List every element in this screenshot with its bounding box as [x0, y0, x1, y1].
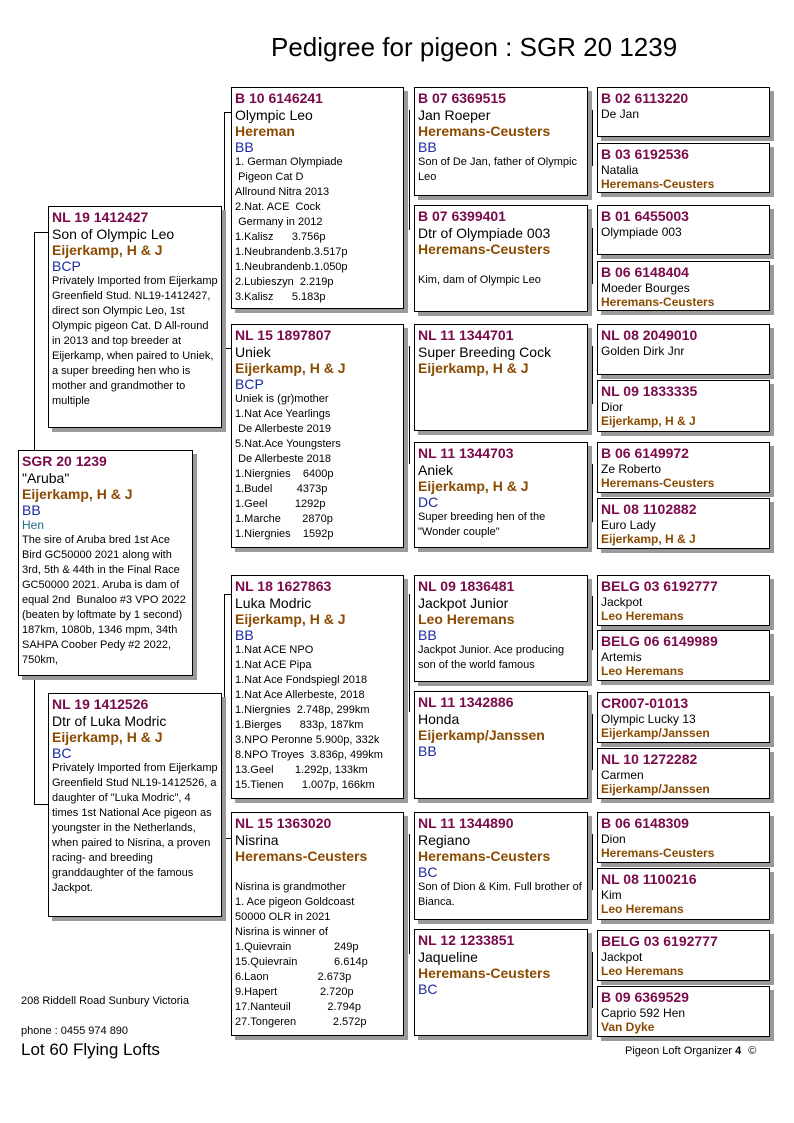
ring-number: BELG 03 6192777: [601, 933, 718, 949]
great-grandparent-card[interactable]: [414, 691, 588, 799]
breeder: Eijerkamp, H & J: [235, 360, 346, 376]
grandparent-card[interactable]: [231, 87, 404, 309]
ancestor-card[interactable]: [597, 692, 770, 743]
great-grandparent-card[interactable]: [414, 812, 588, 920]
info-text: Privately Imported from Eijerkamp Greenfield Stud NL19-1412526, a daughter of "Luka Modric", 4 times 1st National Ace pigeon as youngster in the Netherlands, when paired to Nisrina, a proven racing- and breeding granddaughter of the famous Jackpot.: [52, 762, 221, 894]
connector-line: [592, 464, 593, 522]
pigeon-name: Dtr of Luka Modric: [52, 713, 167, 729]
ring-number: B 06 6148309: [601, 815, 689, 831]
ancestor-card[interactable]: [597, 442, 770, 493]
ancestor-card[interactable]: [597, 324, 770, 375]
connector-line: [409, 346, 410, 464]
color: BB: [418, 627, 437, 643]
pigeon-name: Moeder Bourges: [601, 281, 690, 295]
info-text: Nisrina is grandmother 1. Ace pigeon Goldcoast 50000 OLR in 2021 Nisrina is winner of 1.Quievrain 249p 15.Quievrain 6.614p 6.Laon 2.673p 9.Hapert 2.720p 17.Nanteuil 2.794p 27.Tongeren 2.572p: [235, 881, 368, 1028]
ancestor-card[interactable]: [597, 986, 770, 1037]
dam-card[interactable]: [48, 693, 222, 917]
ring-number: NL 08 2049010: [601, 327, 698, 343]
ancestor-card[interactable]: [597, 868, 770, 920]
pigeon-name: Super Breeding Cock: [418, 344, 552, 360]
breeder: Heremans-Ceusters: [418, 123, 551, 139]
breeder: Eijerkamp, H & J: [235, 611, 346, 627]
software-version: 4: [735, 1045, 742, 1057]
ancestor-card[interactable]: [597, 87, 770, 137]
ring-number: NL 15 1363020: [235, 815, 332, 831]
connector-line: [409, 110, 410, 230]
ancestor-card[interactable]: [597, 380, 770, 432]
info-text: Privately Imported from Eijerkamp Greenfield Stud. NL19-1412427, direct son Olympic Leo, 1st Olympic pigeon Cat. D All-round in 2013 and top breeder at Eijerkamp, when paired to Uniek, a super breeding hen who is mother and grandmother to multiple: [52, 275, 221, 407]
page-title: Pedigree for pigeon : SGR 20 1239: [271, 32, 678, 62]
info-text: Uniek is (gr)mother 1.Nat Ace Yearlings De Allerbeste 2019 5.Nat.Ace Youngsters De Allerbeste 2018 1.Niergnies 6400p 1.Budel 4373p 1.Geel 1292p 1.Marche 2870p 1.Niergnies 1592p: [235, 393, 341, 540]
breeder: Heremans-Ceusters: [601, 846, 715, 860]
pigeon-name: Natalia: [601, 163, 639, 177]
copyright-symbol: ©: [748, 1045, 757, 1057]
breeder: Leo Heremans: [418, 611, 515, 627]
breeder: Eijerkamp, H & J: [601, 414, 696, 428]
ring-number: NL 09 1833335: [601, 383, 698, 399]
connector-line: [592, 346, 593, 404]
ring-number: NL 11 1344703: [418, 445, 514, 461]
grandparent-card[interactable]: [231, 812, 404, 1036]
connector-line: [224, 112, 231, 113]
pigeon-name: Dtr of Olympiade 003: [418, 225, 551, 241]
ring-number: NL 12 1233851: [418, 932, 515, 948]
ancestor-card[interactable]: [597, 261, 770, 311]
ancestor-card[interactable]: [597, 812, 770, 863]
color: BB: [418, 743, 437, 759]
ancestor-card[interactable]: [597, 630, 770, 681]
ancestor-card[interactable]: [597, 498, 770, 549]
ring-number: NL 11 1342886: [418, 694, 514, 710]
color: BB: [235, 139, 254, 155]
connector-line: [409, 834, 410, 954]
ring-number: NL 08 1100216: [601, 871, 697, 887]
breeder: Leo Heremans: [601, 902, 684, 916]
breeder: Heremans-Ceusters: [601, 177, 715, 191]
great-grandparent-card[interactable]: [414, 575, 588, 682]
ring-number: B 06 6149972: [601, 445, 689, 461]
ring-number: B 02 6113220: [601, 90, 689, 106]
ring-number: NL 10 1272282: [601, 751, 698, 767]
color: DC: [418, 494, 439, 510]
breeder: Heremans-Ceusters: [601, 476, 715, 490]
ring-number: NL 15 1897807: [235, 327, 332, 343]
breeder: Heremans-Ceusters: [418, 848, 551, 864]
connector-line: [592, 952, 593, 1008]
grandparent-card[interactable]: [231, 324, 404, 548]
pigeon-name: Kim: [601, 888, 622, 902]
breeder: Eijerkamp/Janssen: [601, 782, 710, 796]
breeder: Heremans-Ceusters: [601, 295, 715, 309]
pigeon-name: Carmen: [601, 768, 644, 782]
ancestor-card[interactable]: [597, 575, 770, 626]
connector-line: [592, 714, 593, 770]
breeder: Eijerkamp, H & J: [601, 532, 696, 546]
ancestor-card[interactable]: [597, 930, 770, 981]
info-text: Son of Dion & Kim. Full brother of Bianca.: [418, 881, 585, 908]
software-credit: [625, 1045, 756, 1057]
breeder: Eijerkamp, H & J: [418, 478, 529, 494]
breeder: Eijerkamp, H & J: [22, 486, 133, 502]
ring-number: NL 11 1344701: [418, 327, 514, 343]
pigeon-name: Ze Roberto: [601, 462, 662, 476]
breeder: Heremans-Ceusters: [418, 241, 551, 257]
ring-number: NL 08 1102882: [601, 501, 697, 517]
color: BCP: [235, 376, 264, 392]
color: BC: [418, 864, 438, 880]
pigeon-name: Olympic Lucky 13: [601, 712, 696, 726]
connector-line: [592, 110, 593, 166]
ring-number: NL 09 1836481: [418, 578, 515, 594]
pigeon-name: Regiano: [418, 832, 471, 848]
ring-number: SGR 20 1239: [22, 453, 107, 469]
breeder: Eijerkamp, H & J: [52, 242, 163, 258]
breeder: Eijerkamp/Janssen: [418, 727, 545, 743]
pigeon-name: Euro Lady: [601, 518, 656, 532]
color: [235, 864, 400, 880]
pigeon-name: Luka Modric: [235, 595, 312, 611]
ancestor-card[interactable]: [597, 205, 770, 255]
breeder: Leo Heremans: [601, 964, 684, 978]
great-grandparent-card[interactable]: [414, 929, 588, 1036]
pigeon-name: Son of Olympic Leo: [52, 226, 175, 242]
connector-line: [224, 594, 225, 838]
breeder: Eijerkamp/Janssen: [601, 726, 710, 740]
breeder: Heremans-Ceusters: [235, 848, 368, 864]
color: [418, 257, 584, 273]
ring-number: BELG 03 6192777: [601, 578, 718, 594]
great-grandparent-card[interactable]: [414, 442, 588, 548]
sire-card[interactable]: [48, 206, 222, 428]
loft-address: 208 Riddell Road Sunbury Victoria: [21, 995, 189, 1007]
pigeon-name: Golden Dirk Jnr: [601, 344, 685, 358]
pigeon-name: Jackpot: [601, 950, 643, 964]
info-text: Jackpot Junior. Ace producing son of the world famous: [418, 644, 568, 671]
ancestor-card[interactable]: [597, 143, 770, 193]
subject-pigeon-card[interactable]: [18, 450, 193, 676]
pigeon-name: Jackpot Junior: [418, 595, 509, 611]
software-name: Pigeon Loft Organizer: [625, 1045, 733, 1057]
info-text: 1.Nat ACE NPO 1.Nat ACE Pipa 1.Nat Ace Fondspiegl 2018 1.Nat Ace Allerbeste, 2018 1.Niergnies 2.748p, 299km 1.Bierges 833p, 187km 3.NPO Peronne 5.900p, 332k 8.NPO Troyes 3.836p, 499km 13.Geel 1.292p, 133km 15.Tienen 1.007p, 166km: [235, 644, 383, 791]
ring-number: B 09 6369529: [601, 989, 689, 1005]
pigeon-name: Nisrina: [235, 832, 279, 848]
great-grandparent-card[interactable]: [414, 324, 588, 431]
great-grandparent-card[interactable]: [414, 205, 588, 312]
ring-number: B 07 6399401: [418, 208, 506, 224]
sex: Hen: [22, 518, 45, 532]
ring-number: B 01 6455003: [601, 208, 689, 224]
breeder: Hereman: [235, 123, 295, 139]
ring-number: NL 18 1627863: [235, 578, 332, 594]
ring-number: NL 11 1344890: [418, 815, 514, 831]
pigeon-name: Dior: [601, 400, 624, 414]
connector-line: [409, 594, 410, 712]
pigeon-name: Jan Roeper: [418, 107, 491, 123]
pigeon-name: Jaqueline: [418, 949, 478, 965]
info-text: Kim, dam of Olympic Leo: [418, 274, 541, 286]
ring-number: B 10 6146241: [235, 90, 323, 106]
ring-number: NL 19 1412526: [52, 696, 149, 712]
loft-name: Lot 60 Flying Lofts: [21, 1040, 160, 1059]
color: BB: [235, 627, 254, 643]
pigeon-name: Jackpot: [601, 595, 643, 609]
ring-number: B 03 6192536: [601, 146, 689, 162]
ring-number: CR007-01013: [601, 695, 689, 711]
info-text: 1. German Olympiade Pigeon Cat D Allround Nitra 2013 2.Nat. ACE Cock Germany in 2012 1.Kalisz 3.756p 1.Neubrandenb.3.517p 1.Neubrandenb.1.050p 2.Lubieszyn 2.219p 3.Kalisz 5.183p: [235, 156, 348, 303]
pigeon-name: Dion: [601, 832, 626, 846]
connector-line: [34, 232, 48, 233]
breeder: Leo Heremans: [601, 609, 684, 623]
pigeon-name: Olympiade 003: [601, 225, 682, 239]
info-text: Super breeding hen of the "Wonder couple": [418, 511, 549, 538]
color: BB: [418, 139, 437, 155]
pigeon-name: "Aruba": [22, 470, 70, 486]
connector-line: [224, 112, 225, 348]
connector-line: [592, 834, 593, 890]
pigeon-name: De Jan: [601, 107, 640, 121]
connector-line: [224, 838, 231, 839]
pigeon-name: Aniek: [418, 462, 454, 478]
breeder: Van Dyke: [601, 1020, 655, 1034]
great-grandparent-card[interactable]: [414, 87, 588, 196]
pigeon-name: Olympic Leo: [235, 107, 313, 123]
color: BC: [52, 745, 72, 761]
connector-line: [592, 228, 593, 284]
info-text: The sire of Aruba bred 1st Ace Bird GC50000 2021 along with 3rd, 5th & 44th in the Final Race GC50000 2021. Aruba is dam of equal 2nd Bunaloo #3 VPO 2022 (beaten by loftmate by 1 second) 187km, 1080b, 1346 mpm, 34th SAHPA Coober Pedy #2 2022, 750km,: [22, 534, 189, 666]
ring-number: BELG 06 6149989: [601, 633, 718, 649]
pigeon-name: Uniek: [235, 344, 271, 360]
color: BCP: [52, 258, 81, 274]
info-text: Son of De Jan, father of Olympic Leo: [418, 156, 581, 183]
breeder: Heremans-Ceusters: [418, 965, 551, 981]
ring-number: NL 19 1412427: [52, 209, 149, 225]
grandparent-card[interactable]: [231, 575, 404, 799]
ring-number: B 07 6369515: [418, 90, 506, 106]
connector-line: [34, 804, 48, 805]
loft-phone: phone : 0455 974 890: [21, 1025, 129, 1037]
breeder: Eijerkamp, H & J: [52, 729, 163, 745]
pigeon-name: Caprio 592 Hen: [601, 1006, 686, 1020]
breeder: Leo Heremans: [601, 664, 684, 678]
breeder: Eijerkamp, H & J: [418, 360, 529, 376]
ring-number: B 06 6148404: [601, 264, 689, 280]
pigeon-name: Artemis: [601, 650, 642, 664]
connector-line: [224, 348, 231, 349]
connector-line: [592, 596, 593, 650]
color: BC: [418, 981, 438, 997]
ancestor-card[interactable]: [597, 748, 770, 799]
color: BB: [22, 502, 41, 518]
connector-line: [224, 594, 231, 595]
pigeon-name: Honda: [418, 711, 460, 727]
